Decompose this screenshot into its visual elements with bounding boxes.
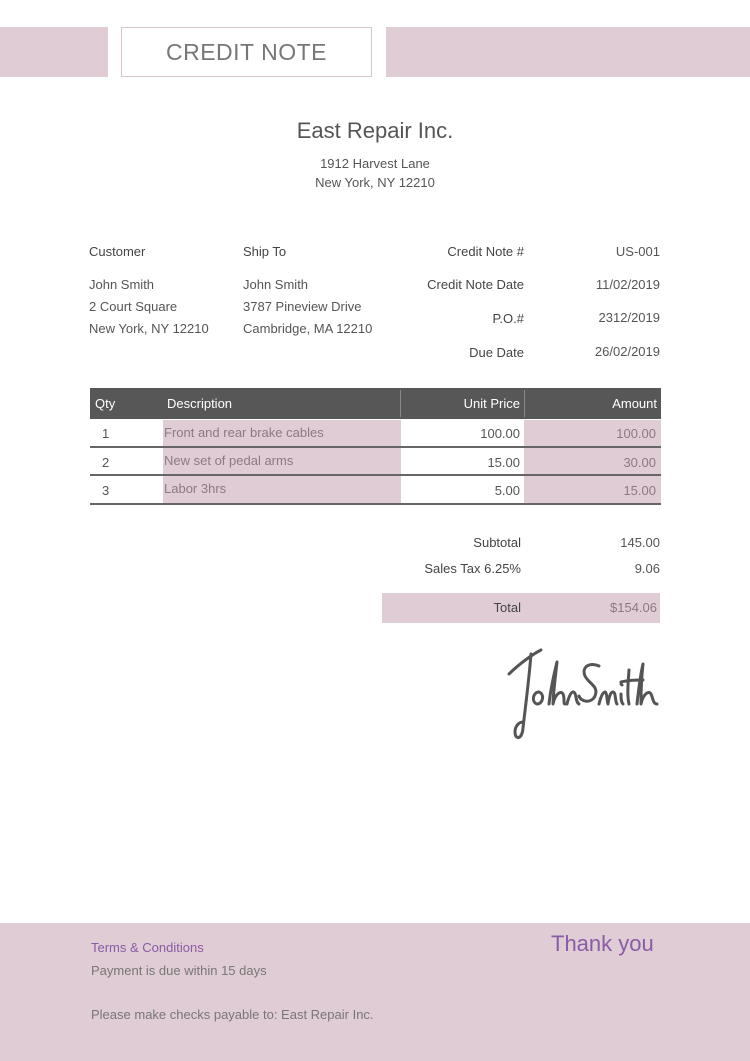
customer-address-line1: 2 Court Square [89, 299, 178, 314]
row-2-unit-price: 15.00 [487, 455, 520, 470]
po-number-value: 2312/2019 [598, 310, 660, 325]
sales-tax-value: 9.06 [634, 561, 660, 576]
row-2-qty: 2 [102, 455, 110, 470]
ship-to-address-line1: 3787 Pineview Drive [243, 299, 362, 314]
customer-address-line2: New York, NY 12210 [89, 321, 209, 336]
row-1-amount: 100.00 [616, 426, 656, 441]
thank-you-text: Thank you [551, 931, 654, 956]
row-3-unit-price: 5.00 [494, 483, 520, 498]
row-3-qty: 3 [102, 483, 110, 498]
customer-name: John Smith [89, 277, 155, 292]
row-2-amount: 30.00 [623, 455, 656, 470]
credit-note-date-value: 11/02/2019 [595, 277, 660, 292]
company-address-line1: 1912 Harvest Lane [320, 156, 430, 171]
po-number-label: P.O.# [492, 311, 524, 326]
header-band-right [386, 27, 750, 77]
company-name: East Repair Inc. [296, 118, 454, 143]
company-address-line2: New York, NY 12210 [315, 175, 435, 190]
row-divider [90, 503, 661, 505]
header-amount: Amount [612, 396, 657, 411]
credit-note-number-label: Credit Note # [447, 244, 524, 259]
subtotal-label: Subtotal [473, 535, 521, 550]
customer-label: Customer [89, 244, 146, 259]
row-divider [90, 474, 661, 476]
header-qty: Qty [95, 396, 116, 411]
due-date-value: 26/02/2019 [594, 344, 660, 359]
header-band-left [0, 27, 108, 77]
row-1-unit-price: 100.00 [480, 426, 520, 441]
document-title: CREDIT NOTE [121, 27, 372, 77]
subtotal-value: 145.00 [620, 535, 660, 550]
row-1-description: Front and rear brake cables [164, 425, 324, 440]
row-1-qty: 1 [102, 426, 110, 441]
payment-terms-text: Payment is due within 15 days [91, 963, 267, 978]
ship-to-label: Ship To [243, 244, 287, 259]
ship-to-address-line2: Cambridge, MA 12210 [243, 321, 373, 336]
header-description: Description [167, 396, 233, 411]
row-2-description: New set of pedal arms [164, 453, 294, 468]
row-divider [90, 446, 661, 448]
due-date-label: Due Date [469, 345, 524, 360]
total-value: $154.06 [610, 600, 657, 615]
ship-to-name: John Smith [243, 277, 309, 292]
credit-note-number-value: US-001 [615, 244, 660, 259]
row-3-amount: 15.00 [623, 483, 656, 498]
signature-image [495, 640, 665, 750]
terms-heading: Terms & Conditions [91, 940, 204, 955]
credit-note-date-label: Credit Note Date [427, 277, 524, 292]
header-unit-price: Unit Price [463, 396, 520, 411]
payable-to-text: Please make checks payable to: East Repair Inc. [91, 1007, 374, 1022]
total-label: Total [493, 600, 521, 615]
row-3-description: Labor 3hrs [164, 481, 227, 496]
sales-tax-label: Sales Tax 6.25% [424, 561, 521, 576]
